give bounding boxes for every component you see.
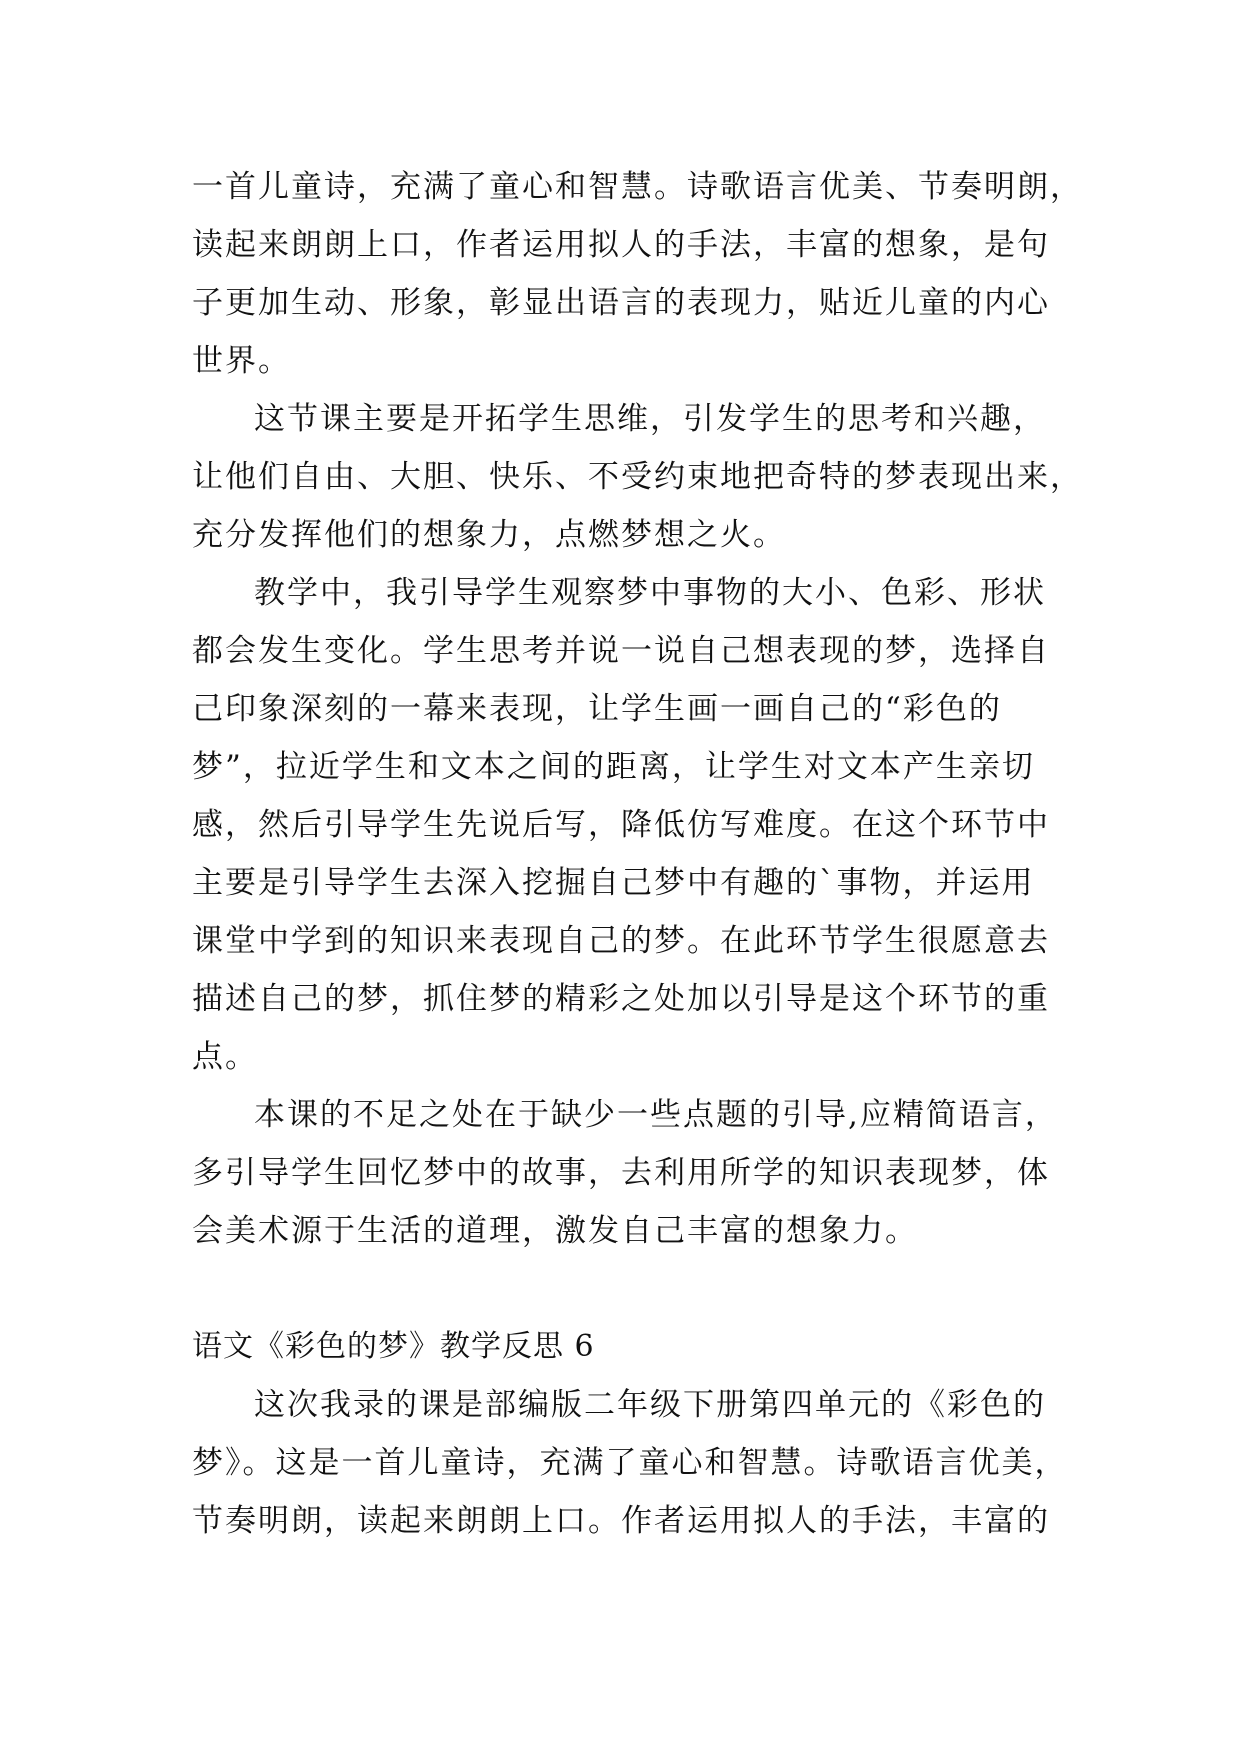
paragraph-line: 世界。 xyxy=(192,343,291,379)
paragraph-line: 节奏明朗，读起来朗朗上口。作者运用拟人的手法，丰富的 xyxy=(192,1503,1050,1539)
paragraph-line: 这次我录的课是部编版二年级下册第四单元的《彩色的 xyxy=(254,1387,1046,1423)
paragraph-line: 都会发生变化。学生思考并说一说自己想表现的梦，选择自 xyxy=(192,633,1050,669)
paragraph-4 xyxy=(192,1086,1056,1260)
paragraph-line: 一首儿童诗，充满了童心和智慧。诗歌语言优美、节奏明朗， xyxy=(192,169,1083,205)
paragraph-line: 多引导学生回忆梦中的故事，去利用所学的知识表现梦，体 xyxy=(192,1155,1050,1191)
paragraph-line: 课堂中学到的知识来表现自己的梦。在此环节学生很愿意去 xyxy=(192,923,1050,959)
paragraph-line: 会美术源于生活的道理，激发自己丰富的想象力。 xyxy=(192,1213,918,1249)
paragraph-3 xyxy=(192,564,1056,1086)
paragraph-1 xyxy=(192,158,1083,390)
document-page xyxy=(192,158,1083,1550)
paragraph-line: 让他们自由、大胆、快乐、不受约束地把奇特的梦表现出来， xyxy=(192,459,1083,495)
paragraph-5 xyxy=(192,1376,1068,1550)
paragraph-line: 感，然后引导学生先说后写，降低仿写难度。在这个环节中 xyxy=(192,807,1050,843)
paragraph-line: 主要是引导学生去深入挖掘自己梦中有趣的`事物，并运用 xyxy=(192,865,1035,901)
paragraph-line: 梦”，拉近学生和文本之间的距离，让学生对文本产生亲切 xyxy=(192,749,1035,785)
paragraph-line: 描述自己的梦，抓住梦的精彩之处加以引导是这个环节的重 xyxy=(192,981,1050,1017)
paragraph-line: 充分发挥他们的想象力，点燃梦想之火。 xyxy=(192,517,786,553)
paragraph-2 xyxy=(192,390,1083,564)
paragraph-line: 这节课主要是开拓学生思维，引发学生的思考和兴趣， xyxy=(254,401,1046,437)
paragraph-spacer xyxy=(192,1260,1056,1318)
paragraph-line: 教学中，我引导学生观察梦中事物的大小、色彩、形状 xyxy=(254,575,1046,611)
paragraph-line: 读起来朗朗上口，作者运用拟人的手法，丰富的想象，是句 xyxy=(192,227,1050,263)
paragraph-line: 本课的不足之处在于缺少一些点题的引导,应精简语言， xyxy=(254,1097,1058,1133)
paragraph-line: 子更加生动、形象，彰显出语言的表现力，贴近儿童的内心 xyxy=(192,285,1050,321)
section-heading: 语文《彩色的梦》教学反思 6 xyxy=(192,1329,595,1364)
paragraph-line: 点。 xyxy=(192,1039,258,1075)
paragraph-line: 梦》。这是一首儿童诗，充满了童心和智慧。诗歌语言优美， xyxy=(192,1445,1068,1481)
paragraph-line: 己印象深刻的一幕来表现，让学生画一画自己的“彩色的 xyxy=(192,691,1002,727)
